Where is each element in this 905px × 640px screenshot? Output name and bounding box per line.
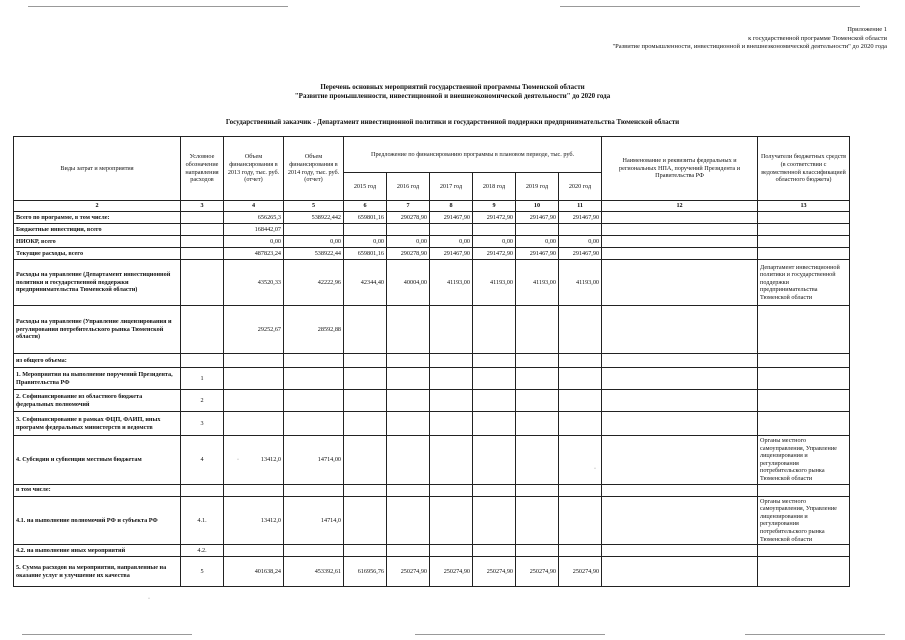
year-2018-cell: 41193,00	[473, 260, 516, 306]
appendix-line-3: "Развитие промышленности, инвестиционной и внешнеэкономической деятельности" до 2020 года	[612, 43, 887, 51]
npa-cell	[602, 545, 758, 557]
npa-cell	[602, 557, 758, 587]
code-cell	[181, 354, 224, 368]
year-2016-cell	[387, 390, 430, 412]
recipients-cell	[758, 368, 850, 390]
activity-cell: 2. Софинансирование из областного бюджета федеральных полномочий	[14, 390, 181, 412]
activity-cell: 5. Сумма расходов на мероприятия, направленные на оказание услуг и улучшение их качества	[14, 557, 181, 587]
column-number: 7	[387, 201, 430, 212]
volume-2013-cell: 29252,67	[224, 306, 284, 354]
npa-cell	[602, 248, 758, 260]
code-cell: 2	[181, 390, 224, 412]
scan-mark: ·	[594, 466, 596, 472]
year-2018-cell	[473, 545, 516, 557]
recipients-cell	[758, 248, 850, 260]
year-2020-cell: 291467,90	[559, 248, 602, 260]
year-2020-cell	[559, 496, 602, 545]
code-cell	[181, 260, 224, 306]
npa-cell	[602, 390, 758, 412]
recipients-cell	[758, 484, 850, 496]
npa-cell	[602, 412, 758, 436]
year-2015-cell: 42344,40	[344, 260, 387, 306]
volume-2014-cell: 0,00	[284, 236, 344, 248]
recipients-cell	[758, 224, 850, 236]
year-2018-cell	[473, 354, 516, 368]
year-2017-cell	[430, 412, 473, 436]
volume-2013-cell: 13412,0	[224, 436, 284, 485]
year-2020-cell	[559, 412, 602, 436]
code-cell	[181, 212, 224, 224]
year-2017-cell	[430, 354, 473, 368]
year-2016-cell	[387, 545, 430, 557]
volume-2013-cell: 0,00	[224, 236, 284, 248]
year-2019-cell	[516, 390, 559, 412]
code-cell: 4	[181, 436, 224, 485]
activity-cell: 1. Мероприятия на выполнение поручений Президента, Правительства РФ	[14, 368, 181, 390]
npa-cell	[602, 368, 758, 390]
table-row	[14, 212, 850, 224]
table-row	[14, 368, 850, 390]
year-2020-cell: 0,00	[559, 236, 602, 248]
year-2018-cell: 250274,90	[473, 557, 516, 587]
year-2017-cell	[430, 545, 473, 557]
year-2016-cell: 290278,90	[387, 248, 430, 260]
volume-2014-cell	[284, 390, 344, 412]
activity-cell: 4.2. на выполнение иных мероприятий	[14, 545, 181, 557]
volume-2014-cell: 538922,442	[284, 212, 344, 224]
code-cell	[181, 306, 224, 354]
npa-cell	[602, 306, 758, 354]
year-2019-cell	[516, 484, 559, 496]
year-2019-cell	[516, 368, 559, 390]
npa-cell	[602, 496, 758, 545]
year-2018-cell	[473, 390, 516, 412]
year-2017-cell: 41193,00	[430, 260, 473, 306]
volume-2014-cell	[284, 368, 344, 390]
volume-2013-cell	[224, 484, 284, 496]
column-number: 4	[224, 201, 284, 212]
year-2020-cell	[559, 368, 602, 390]
header-recipients: Получатели бюджетных средств (в соответствии с ведомственной классификацией областного бюджета)	[758, 137, 850, 201]
year-2016-cell	[387, 368, 430, 390]
npa-cell	[602, 236, 758, 248]
year-2016-cell	[387, 224, 430, 236]
scan-edge-top-right	[560, 6, 860, 7]
npa-cell	[602, 436, 758, 485]
year-2015-cell	[344, 224, 387, 236]
year-2019-cell	[516, 545, 559, 557]
volume-2013-cell: 401638,24	[224, 557, 284, 587]
year-2020-cell: 250274,90	[559, 557, 602, 587]
year-2020-cell: 291467,90	[559, 212, 602, 224]
year-2017-cell: 291467,90	[430, 212, 473, 224]
year-2019-cell	[516, 354, 559, 368]
document-title-line-1: Перечень основных мероприятий государственной программы Тюменской области	[320, 83, 585, 91]
year-2015-cell	[344, 496, 387, 545]
year-2016-cell: 0,00	[387, 236, 430, 248]
npa-cell	[602, 484, 758, 496]
volume-2014-cell	[284, 354, 344, 368]
year-2015-cell	[344, 390, 387, 412]
year-2015-cell	[344, 354, 387, 368]
header-volume-2013: Объем финансирования в 2013 году, тыс. руб. (отчет)	[224, 137, 284, 201]
header-npa: Наименование и реквизиты федеральных и региональных НПА, поручений Президента и Правительства РФ	[602, 137, 758, 201]
year-2017-cell: 250274,90	[430, 557, 473, 587]
year-2017-cell	[430, 436, 473, 485]
column-number: 13	[758, 201, 850, 212]
recipients-cell	[758, 545, 850, 557]
recipients-cell	[758, 354, 850, 368]
volume-2014-cell	[284, 412, 344, 436]
year-2016-cell: 40004,00	[387, 260, 430, 306]
activity-cell: из общего объема:	[14, 354, 181, 368]
table-row	[14, 496, 850, 545]
year-2015-cell: 659801,16	[344, 248, 387, 260]
appendix-line-2: к государственной программе Тюменской области	[748, 34, 887, 42]
year-2018-cell	[473, 436, 516, 485]
code-cell: 5	[181, 557, 224, 587]
header-planned: Предложение по финансированию программы в плановом периоде, тыс. руб.	[344, 137, 602, 173]
year-2016-cell	[387, 306, 430, 354]
year-2017-cell: 0,00	[430, 236, 473, 248]
volume-2014-cell: 453392,61	[284, 557, 344, 587]
volume-2013-cell	[224, 412, 284, 436]
year-2016-cell: 250274,90	[387, 557, 430, 587]
table-row	[14, 248, 850, 260]
year-2015-cell	[344, 368, 387, 390]
appendix-header	[612, 26, 887, 52]
year-2018-cell	[473, 412, 516, 436]
table-row	[14, 306, 850, 354]
year-2020-cell	[559, 354, 602, 368]
year-2017-cell: 291467,90	[430, 248, 473, 260]
column-number: 10	[516, 201, 559, 212]
header-volume-2014: Объем финансирования в 2014 году, тыс. руб. (отчет)	[284, 137, 344, 201]
year-2020-cell: 41193,00	[559, 260, 602, 306]
year-2018-cell	[473, 368, 516, 390]
scan-edge-bottom-right	[745, 634, 885, 635]
year-2017-cell	[430, 496, 473, 545]
volume-2014-cell: 14714,0	[284, 496, 344, 545]
column-number: 3	[181, 201, 224, 212]
year-2019-cell	[516, 224, 559, 236]
npa-cell	[602, 224, 758, 236]
year-2018-cell: 291472,90	[473, 248, 516, 260]
year-2020-cell	[559, 436, 602, 485]
year-2015-cell	[344, 484, 387, 496]
year-2016-cell	[387, 354, 430, 368]
volume-2013-cell: 168442,07	[224, 224, 284, 236]
year-2017-cell	[430, 306, 473, 354]
year-2018-cell: 291472,90	[473, 212, 516, 224]
activity-cell: Расходы на управление (Управление лицензирования и регулирования потребительского рынка Тюменской области)	[14, 306, 181, 354]
year-2015-cell	[344, 306, 387, 354]
table-row	[14, 412, 850, 436]
table-row	[14, 354, 850, 368]
year-2017-cell	[430, 390, 473, 412]
year-2019-cell: 41193,00	[516, 260, 559, 306]
header-year-2019: 2019 год	[516, 173, 559, 201]
scan-mark: ·	[237, 457, 239, 463]
column-number: 9	[473, 201, 516, 212]
activity-cell: Бюджетные инвестиции, всего	[14, 224, 181, 236]
npa-cell	[602, 260, 758, 306]
column-number: 8	[430, 201, 473, 212]
year-2017-cell	[430, 484, 473, 496]
year-2019-cell: 0,00	[516, 236, 559, 248]
recipients-cell	[758, 412, 850, 436]
volume-2013-cell: 656265,3	[224, 212, 284, 224]
code-cell: 1	[181, 368, 224, 390]
year-2019-cell: 291467,90	[516, 212, 559, 224]
volume-2013-cell: 487823,24	[224, 248, 284, 260]
header-year-2017: 2017 год	[430, 173, 473, 201]
state-customer: Государственный заказчик - Департамент инвестиционной политики и государственной поддержки предпринимательства Тюменской области	[225, 118, 680, 126]
header-year-2020: 2020 год	[559, 173, 602, 201]
header-year-2018: 2018 год	[473, 173, 516, 201]
volume-2013-cell: 43520,33	[224, 260, 284, 306]
year-2016-cell	[387, 412, 430, 436]
recipients-cell	[758, 236, 850, 248]
scan-edge-bottom-mid	[415, 634, 605, 635]
code-cell	[181, 248, 224, 260]
recipients-cell: Департамент инвестиционной политики и государственной поддержки предпринимательства Тюменской области	[758, 260, 850, 306]
header-activity: Виды затрат и мероприятия	[14, 137, 181, 201]
recipients-cell	[758, 212, 850, 224]
table-row	[14, 436, 850, 485]
year-2016-cell	[387, 496, 430, 545]
scan-mark: ·	[148, 596, 150, 602]
header-year-2015: 2015 год	[344, 173, 387, 201]
year-2015-cell	[344, 436, 387, 485]
volume-2014-cell: 42222,96	[284, 260, 344, 306]
year-2015-cell: 616956,76	[344, 557, 387, 587]
year-2017-cell	[430, 224, 473, 236]
recipients-cell: Органы местного самоуправления, Управление лицензирования и регулирования потребительского рынка Тюменской области	[758, 436, 850, 485]
recipients-cell	[758, 306, 850, 354]
year-2015-cell: 659801,16	[344, 212, 387, 224]
header-code: Условное обозначение направления расходов	[181, 137, 224, 201]
activity-cell: в том числе:	[14, 484, 181, 496]
year-2018-cell: 0,00	[473, 236, 516, 248]
year-2019-cell	[516, 306, 559, 354]
code-cell	[181, 236, 224, 248]
activity-cell: 4.1. на выполнение полномочий РФ и субъекта РФ	[14, 496, 181, 545]
table-row	[14, 557, 850, 587]
year-2017-cell	[430, 368, 473, 390]
volume-2013-cell	[224, 368, 284, 390]
recipients-cell	[758, 557, 850, 587]
year-2018-cell	[473, 496, 516, 545]
table-row	[14, 224, 850, 236]
year-2015-cell	[344, 545, 387, 557]
code-cell	[181, 484, 224, 496]
table-row	[14, 484, 850, 496]
table-row	[14, 545, 850, 557]
year-2016-cell: 290278,90	[387, 212, 430, 224]
scan-edge-top-left	[28, 6, 288, 7]
header-year-2016: 2016 год	[387, 173, 430, 201]
year-2020-cell	[559, 390, 602, 412]
year-2018-cell	[473, 484, 516, 496]
activity-cell: Всего по программе, в том числе:	[14, 212, 181, 224]
year-2019-cell	[516, 412, 559, 436]
year-2018-cell	[473, 306, 516, 354]
activity-cell: НИОКР, всего	[14, 236, 181, 248]
code-cell: 4.1.	[181, 496, 224, 545]
year-2019-cell	[516, 436, 559, 485]
year-2019-cell	[516, 496, 559, 545]
volume-2013-cell: 13412,0	[224, 496, 284, 545]
table-row	[14, 236, 850, 248]
column-number: 2	[14, 201, 181, 212]
volume-2013-cell	[224, 390, 284, 412]
year-2020-cell	[559, 306, 602, 354]
volume-2014-cell	[284, 224, 344, 236]
year-2020-cell	[559, 484, 602, 496]
year-2015-cell: 0,00	[344, 236, 387, 248]
scan-edge-bottom-left	[22, 634, 192, 635]
year-2019-cell: 250274,90	[516, 557, 559, 587]
activity-cell: Текущие расходы, всего	[14, 248, 181, 260]
year-2020-cell	[559, 545, 602, 557]
year-2018-cell	[473, 224, 516, 236]
table-row	[14, 260, 850, 306]
year-2019-cell: 291467,90	[516, 248, 559, 260]
activity-cell: Расходы на управление (Департамент инвестиционной политики и государственной поддержки предпринимательства Тюменской области)	[14, 260, 181, 306]
volume-2014-cell: 28592,88	[284, 306, 344, 354]
activity-cell: 4. Субсидии и субвенции местным бюджетам	[14, 436, 181, 485]
code-cell: 3	[181, 412, 224, 436]
year-2015-cell	[344, 412, 387, 436]
activities-table	[13, 136, 850, 587]
year-2020-cell	[559, 224, 602, 236]
npa-cell	[602, 354, 758, 368]
code-cell	[181, 224, 224, 236]
activity-cell: 3. Софинансирование в рамках ФЦП, ФАИП, иных программ федеральных министерств и ведомств	[14, 412, 181, 436]
recipients-cell: Органы местного самоуправления, Управление лицензирования и регулирования потребительского рынка Тюменской области	[758, 496, 850, 545]
year-2016-cell	[387, 484, 430, 496]
volume-2014-cell	[284, 545, 344, 557]
year-2016-cell	[387, 436, 430, 485]
appendix-line-1: Приложение 1	[847, 26, 887, 33]
volume-2014-cell: 538922,44	[284, 248, 344, 260]
column-number: 5	[284, 201, 344, 212]
volume-2014-cell	[284, 484, 344, 496]
document-title-line-2: "Развитие промышленности, инвестиционной и внешнеэкономической деятельности" до 2020 года	[294, 92, 611, 100]
code-cell: 4.2.	[181, 545, 224, 557]
volume-2013-cell	[224, 545, 284, 557]
table-row	[14, 390, 850, 412]
recipients-cell	[758, 390, 850, 412]
npa-cell	[602, 212, 758, 224]
volume-2014-cell: 14714,00	[284, 436, 344, 485]
column-number: 11	[559, 201, 602, 212]
volume-2013-cell	[224, 354, 284, 368]
column-number: 12	[602, 201, 758, 212]
column-number: 6	[344, 201, 387, 212]
